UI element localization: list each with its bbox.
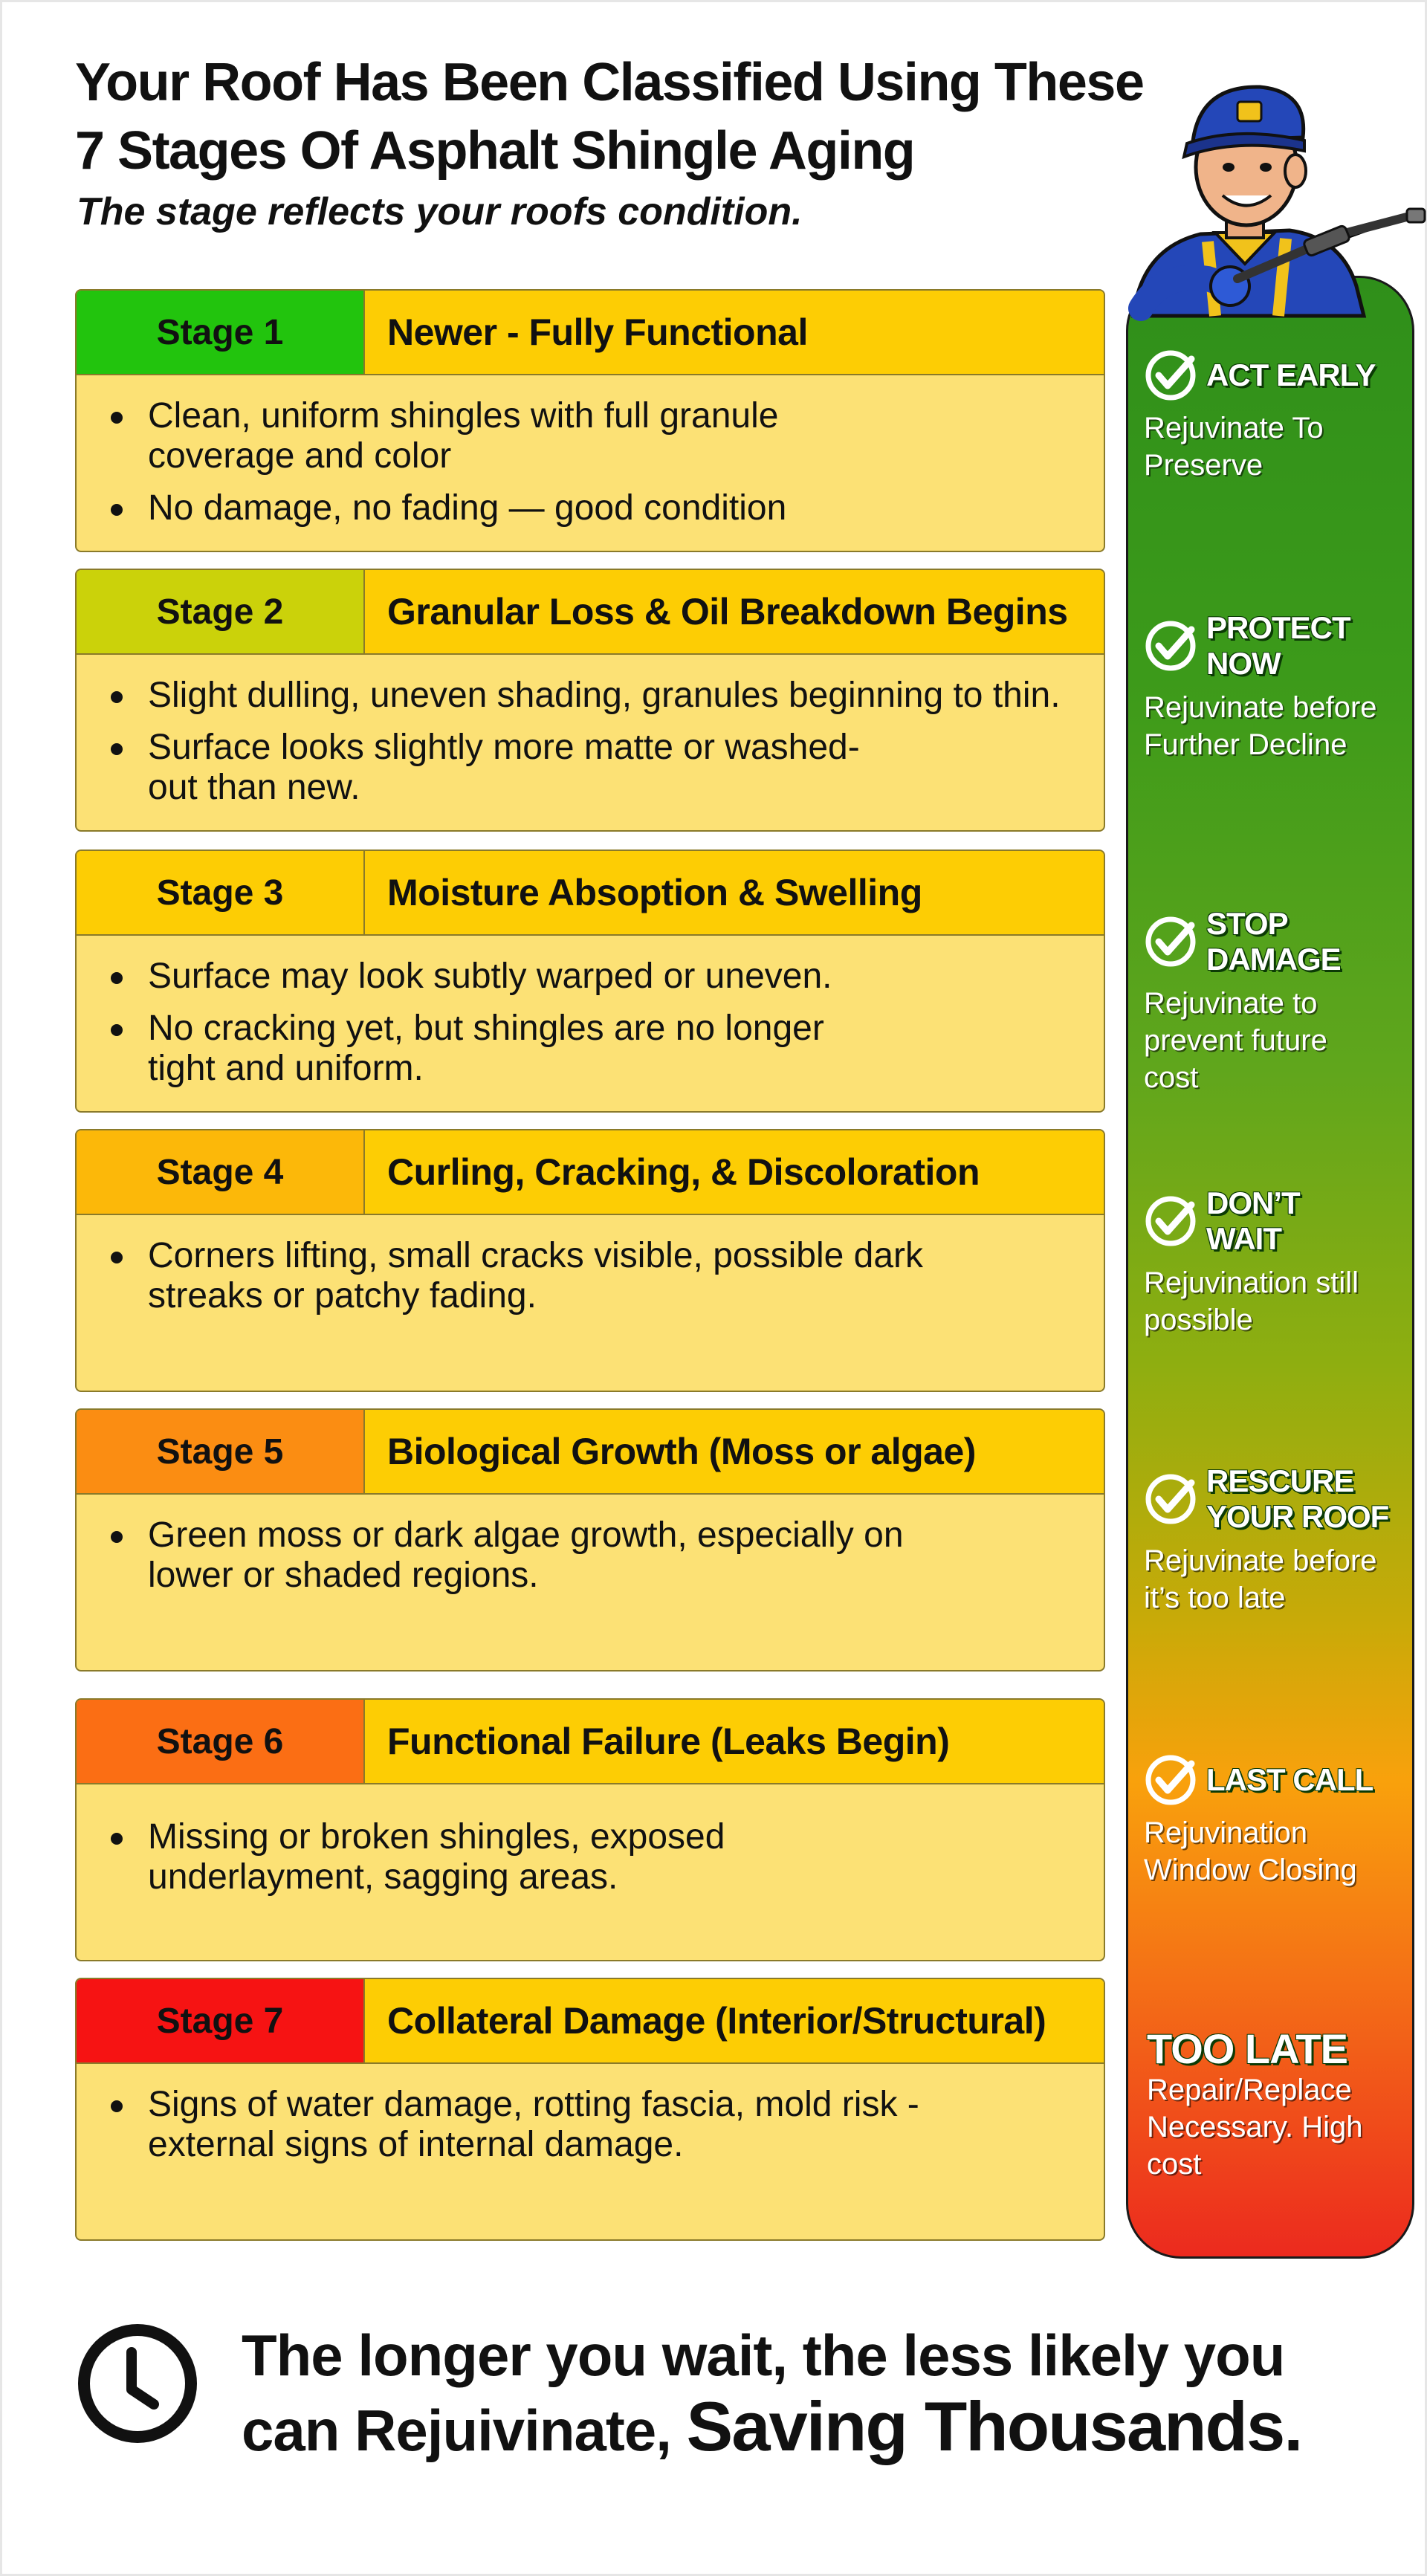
sidebar-item-dont-wait — [1144, 1185, 1411, 1339]
stage-number: Stage 5 — [77, 1410, 365, 1493]
sidebar-item-protect-now — [1144, 610, 1411, 763]
stage-header — [77, 1410, 1104, 1495]
sidebar-item-text: Rejuvination Window Closing — [1144, 1816, 1357, 1886]
sidebar-item-too-late — [1147, 2025, 1414, 2183]
sidebar-item-label: PROTECT NOW — [1206, 610, 1350, 681]
stage-number: Stage 3 — [77, 851, 365, 934]
page-title — [75, 48, 1205, 185]
check-circle-icon — [1144, 619, 1197, 673]
stage-header — [77, 851, 1104, 936]
stage-bullet: Slight dulling, uneven shading, granules beginning to thin. — [148, 676, 1074, 716]
footer-line-1: The longer you wait, the less likely you — [242, 2323, 1285, 2388]
check-circle-icon — [1144, 349, 1197, 402]
sidebar-item-rescure-your-roof — [1144, 1463, 1411, 1617]
stage-card-2 — [75, 569, 1105, 832]
stage-title: Curling, Cracking, & Discoloration — [365, 1130, 1104, 1214]
stage-card-4 — [75, 1129, 1105, 1392]
clock-icon — [75, 2321, 200, 2446]
footer-message — [242, 2320, 1401, 2466]
stage-number: Stage 6 — [77, 1700, 365, 1783]
stage-card-3 — [75, 850, 1105, 1113]
stage-header — [77, 291, 1104, 375]
stage-body — [77, 1215, 1104, 1316]
stage-title: Newer - Fully Functional — [365, 291, 1104, 374]
sidebar-item-text: Rejuvinate To Preserve — [1144, 412, 1324, 482]
sidebar-item-text: Repair/Replace Necessary. High cost — [1147, 2074, 1363, 2181]
stage-bullet: Missing or broken shingles, exposed underlayment, sagging areas. — [148, 1817, 817, 1897]
stage-title: Granular Loss & Oil Breakdown Begins — [365, 570, 1104, 653]
stage-card-6 — [75, 1698, 1105, 1961]
stage-header — [77, 1700, 1104, 1784]
sidebar-item-text: Rejuvinate before it’s too late — [1144, 1544, 1377, 1614]
stage-body — [77, 1495, 1104, 1596]
sidebar-item-text: Rejuvinate to prevent future cost — [1144, 987, 1327, 1094]
stage-bullet: Corners lifting, small cracks visible, possible dark streaks or patchy fading. — [148, 1236, 995, 1316]
stage-title: Moisture Absoption & Swelling — [365, 851, 1104, 934]
stage-card-7 — [75, 1978, 1105, 2241]
sidebar-item-text: Rejuvinate before Further Decline — [1144, 691, 1377, 761]
stage-title: Collateral Damage (Interior/Structural) — [365, 1979, 1104, 2062]
sidebar-item-label: RESCURE YOUR ROOF — [1206, 1463, 1389, 1534]
sidebar-item-label: TOO LATE — [1147, 2025, 1347, 2072]
stage-title: Biological Growth (Moss or algae) — [365, 1410, 1104, 1493]
check-circle-icon — [1144, 1753, 1197, 1807]
stage-body — [77, 1784, 1104, 1897]
stage-number: Stage 2 — [77, 570, 365, 653]
sidebar-item-label: ACT EARLY — [1206, 357, 1376, 392]
check-circle-icon — [1144, 1194, 1197, 1248]
sidebar-item-label: STOP DAMAGE — [1206, 906, 1341, 977]
footer-line-2: can Rejuivinate, — [242, 2398, 687, 2463]
stage-number: Stage 1 — [77, 291, 365, 374]
sidebar-item-act-early — [1144, 349, 1411, 484]
stage-header — [77, 570, 1104, 655]
stage-header — [77, 1979, 1104, 2064]
stage-card-1 — [75, 289, 1105, 552]
stage-header — [77, 1130, 1104, 1215]
sidebar-item-stop-damage — [1144, 906, 1411, 1096]
title-line-2: 7 Stages Of Asphalt Shingle Aging — [75, 121, 915, 181]
stage-body — [77, 655, 1104, 808]
sidebar-item-last-call — [1144, 1753, 1411, 1889]
stage-body — [77, 936, 1104, 1089]
stage-body — [77, 375, 1104, 528]
check-circle-icon — [1144, 1472, 1197, 1526]
check-circle-icon — [1144, 915, 1197, 968]
stage-card-5 — [75, 1408, 1105, 1672]
sidebar-item-label: LAST CALL — [1206, 1762, 1373, 1797]
stage-bullet: Green moss or dark algae growth, especially on lower or shaded regions. — [148, 1515, 995, 1596]
stage-number: Stage 4 — [77, 1130, 365, 1214]
stage-bullet: Clean, uniform shingles with full granule coverage and color — [148, 396, 817, 476]
stage-bullet: Surface may look subtly warped or uneven. — [148, 957, 1074, 997]
page-subtitle: The stage reflects your roofs condition. — [77, 190, 803, 233]
sidebar-item-text: Rejuvination still possible — [1144, 1266, 1359, 1336]
roofer-mascot-illustration — [1119, 63, 1427, 331]
stage-body — [77, 2064, 1104, 2165]
sidebar-item-label: DON’T WAIT — [1206, 1185, 1300, 1256]
title-line-1: Your Roof Has Been Classified Using These — [75, 53, 1144, 112]
footer-emphasis: Saving Thousands. — [686, 2387, 1302, 2465]
stage-bullet: No damage, no fading — good condition — [148, 488, 1074, 528]
stage-bullet: Surface looks slightly more matte or washed-out than new. — [148, 728, 891, 808]
stage-title: Functional Failure (Leaks Begin) — [365, 1700, 1104, 1783]
stage-number: Stage 7 — [77, 1979, 365, 2062]
stage-bullet: Signs of water damage, rotting fascia, mold risk - external signs of internal damage. — [148, 2085, 921, 2165]
stage-bullet: No cracking yet, but shingles are no longer tight and uniform. — [148, 1009, 891, 1089]
